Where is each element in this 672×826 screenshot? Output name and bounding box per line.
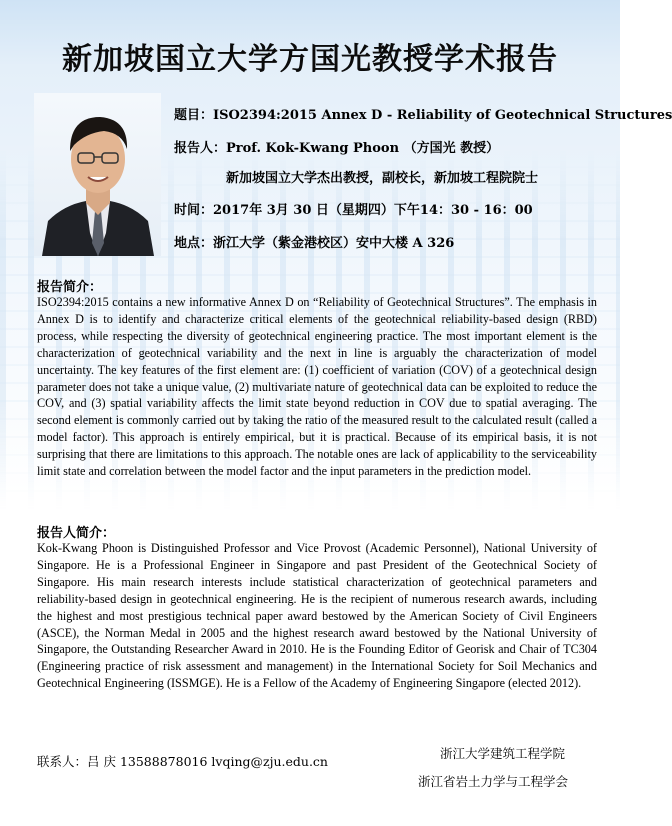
speaker-title: 新加坡国立大学杰出教授，副校长，新加坡工程院院士	[226, 171, 539, 186]
organizer-1: 浙江大学建筑工程学院	[440, 746, 566, 761]
speaker-name: Prof. Kok-Kwang Phoon （方国光 教授）	[226, 141, 500, 156]
place-line	[174, 232, 454, 251]
topic-line	[174, 104, 672, 123]
place-text: 浙江大学（紫金港校区）安中大楼 A 326	[213, 236, 455, 251]
bio-heading: 报告人简介：	[37, 526, 116, 541]
bio-text: Kok-Kwang Phoon is Distinguished Professor and Vice Provost (Academic Personnel), National University of Singapore. He is a Professional Engineer in Singapore and past President of the Geotechnical Society of Singapore. His main research interests include statistical characterization of geotechnical parameters and reliability-based design in geotechnical engineering. He is the recipient of numerous research awards, including the highest and most prestigious technical paper award bestowed by the American Society of Civil Engineers (ASCE), the Norman Medal in 2005 and the highest research award bestowed by the National University of Singapore, the Outstanding Researcher Award in 2010. He is the Founding Editor of Georisk and Chair of TC304 (Engineering practice of risk assessment and management) in the International Society for Soil Mechanics and Geotechnical Engineering (ISSMGE). He is a Fellow of the Academy of Engineering Singapore (elected 2012).	[37, 541, 597, 691]
topic-label: 题目：	[174, 108, 214, 123]
contact-info: 联系人：吕 庆 13588878016 lvqing@zju.edu.cn	[37, 754, 328, 769]
time-label: 时间：	[174, 203, 214, 218]
speaker-photo	[34, 93, 161, 256]
abstract-heading: 报告简介：	[37, 280, 103, 295]
organizer-2: 浙江省岩土力学与工程学会	[418, 774, 569, 789]
time-line	[174, 199, 533, 218]
speaker-label: 报告人：	[174, 141, 227, 156]
place-label: 地点：	[174, 236, 214, 251]
page-title: 新加坡国立大学方国光教授学术报告	[62, 42, 558, 77]
topic-text: ISO2394:2015 Annex D - Reliability of Geotechnical Structures	[213, 108, 672, 123]
time-text: 2017年 3月 30 日（星期四）下午14：30 - 16：00	[213, 203, 533, 218]
speaker-line	[174, 137, 499, 156]
abstract-text: ISO2394:2015 contains a new informative Annex D on “Reliability of Geotechnical Structures”. The emphasis in Annex D is to identify and characterize critical elements of the geotechnical reliability-based design (RBD) process, while respecting the diversity of geotechnical engineering practice. The most important element is the characterization of geotechnical variability and the next in line is arguably the characterization of model uncertainty. The key features of the first element are: (1) coefficient of variation (COV) of a geotechnical design parameter does not take a unique value, (2) multivariate nature of geotechnical data can be exploited to reduce the COV, and (3) spatial variability affects the limit state beyond reduction in COV due to spatial averaging. The second element is commonly carried out by taking the ratio of the measured result to the calculated result (called a model factor). This approach is entirely empirical, but it is practical. Because of its empirical basis, it is not surprising that there are limitations to this approach. The notable ones are lack of applicability to the serviceability limit state and correlation between the model factor and the input parameters in the prediction model.	[37, 295, 597, 479]
